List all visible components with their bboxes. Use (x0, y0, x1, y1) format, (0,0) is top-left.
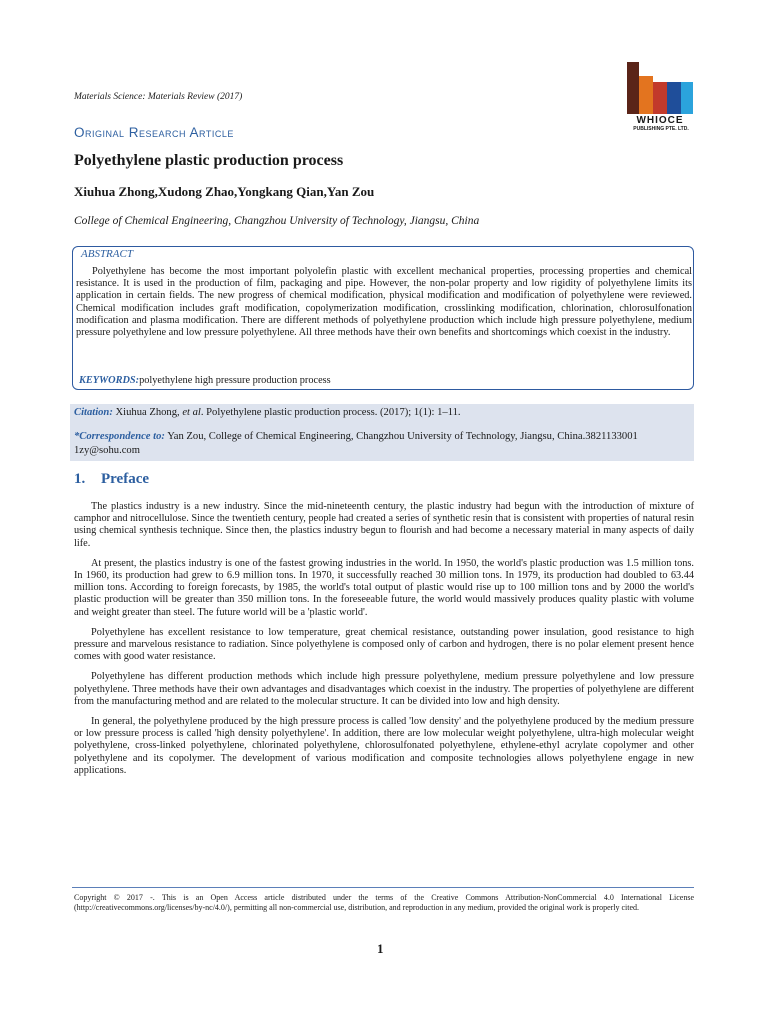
publisher-logo[interactable] (623, 60, 699, 132)
citation-etal: et al (182, 407, 201, 418)
paragraph: Polyethylene has excellent resistance to low temperature, great chemical resistance, outstanding power insulation, good resistance to high pressure and marvelous resistance to radiation. Since polyethylene is composed only of carbon and hydrogen, there is no polar element present hence comes with good water resistance. (74, 626, 694, 663)
keywords (79, 375, 331, 386)
logo-bar (639, 76, 653, 114)
section-number: 1. (74, 471, 86, 487)
paragraph: At present, the plastics industry is one of the fastest growing industries in the world. In 1950, the world's plastic production was 1.5 million tons. In 1960, its production had grew to 6.9 million tons. In 1970, it successfully reached 30 million tons. In 1979, its production had doubled to 63.44 million tons. According to foreign forecasts, by 1985, the world's total output of plastic would rise up to 100 million tons and by 2000 the world's plastic production will be greater than 350 million tons. In the foreseeable future, the world would massively produces quality plastic with volume and weight greater than steel. The future world will be a 'plastic world'. (74, 557, 694, 618)
author-list: Xiuhua Zhong,Xudong Zhao,Yongkang Qian,Yan Zou (74, 184, 375, 199)
citation-rest: . Polyethylene plastic production process. (2017); 1(1): 1–11. (200, 407, 461, 418)
section-heading (74, 471, 149, 488)
copyright-footer: Copyright © 2017 -. This is an Open Access article distributed under the terms of the Creative Commons Attribution-NonCommercial 4.0 International License (http://creativecommons.org/licenses/by-nc/4.0/), permitting all non-commercial use, distribution, and reproduction in any medium, provided the original work is properly cited. (74, 893, 694, 912)
logo-subtitle: PUBLISHING PTE. LTD. (633, 126, 689, 132)
abstract-heading: ABSTRACT (81, 248, 133, 260)
citation-author: Xiuhua Zhong, (112, 407, 183, 418)
section-title: Preface (101, 471, 150, 487)
affiliation: College of Chemical Engineering, Changzhou University of Technology, Jiangsu, China (74, 215, 480, 227)
logo-word: WHIOCE (636, 115, 684, 126)
logo-bar (653, 82, 667, 114)
citation-label: Citation: (74, 407, 113, 418)
abstract-text: Polyethylene has become the most important polyolefin plastic with excellent mechanical properties, processing properties and chemical resistance. It is used in the production of film, packaging and pipe. However, the non-polar property and low rigidity of polyethylene limits its application in certain fields. The new progress of chemical modification, physical modification and modification of polyethylene were reviewed. Chemical modification includes graft modification, copolymerization modification, crosslinking modification, chlorination, chlorosulfonation modification and plasma modification. There are different methods of polyethylene production which include high pressure polyethylene, medium pressure polyethylene and low pressure polyethylene. All three methods have their own benefits and shortcomings which coexist in the industry. (76, 266, 692, 339)
correspondence-label: *Correspondence to: (74, 431, 165, 442)
paragraph: In general, the polyethylene produced by the high pressure process is called 'low density' and the polyethylene produced by the medium pressure or low pressure process is called 'high density polyethylene'. In addition, there are low molecular weight polyethylene, ultra-high molecular weight polyethylene, cross-linked polyethylene, chlorinated polyethylene, chlorosulfonated polyethylene, ethylene-ethyl acrylate copolymer and other polyethylene and its copolymer. The development of various modification and composite technologies allows polyethylene engage in new applications. (74, 716, 694, 776)
paragraph: Polyethylene has different production methods which include high pressure polyethylene, medium pressure polyethylene and low pressure polyethylene. Three methods have their own advantages and disadvantages which coexist in the industry. The properties of polyethylene are different from the manufacturing method and are related to the molecular structure. It can be divided into low and high density. (74, 671, 694, 707)
correspondence (74, 430, 690, 457)
article-type: Original Research Article (74, 125, 234, 140)
body-text (74, 501, 694, 785)
paragraph: The plastics industry is a new industry. Since the mid-nineteenth century, the plastic industry had begun with the introduction of mixture of camphor and nitrocellulose. Since the twentieth century, people had created a series of synthetic resin that is consistent with properties of natural resin using chemical synthesis technique. Since then, the plastics industry begun to flourish and had become a necessary material in many aspects of daily life. (74, 501, 694, 549)
citation-box (70, 404, 694, 461)
logo-bar (627, 62, 639, 114)
paper-title: Polyethylene plastic production process (74, 152, 344, 169)
logo-bar (681, 82, 693, 114)
citation (74, 407, 461, 418)
correspondence-text[interactable]: Yan Zou, College of Chemical Engineering, Changzhou University of Technology, Jiangsu, China.3821133001 1zy@sohu.com (74, 431, 638, 456)
keywords-text: polyethylene high pressure production process (139, 375, 331, 386)
footer-divider (72, 887, 694, 888)
page-number: 1 (377, 941, 384, 956)
abstract-box (72, 246, 694, 390)
journal-name: Materials Science: Materials Review (2017) (74, 92, 243, 102)
logo-bar (667, 82, 681, 114)
keywords-label: KEYWORDS: (79, 375, 140, 386)
